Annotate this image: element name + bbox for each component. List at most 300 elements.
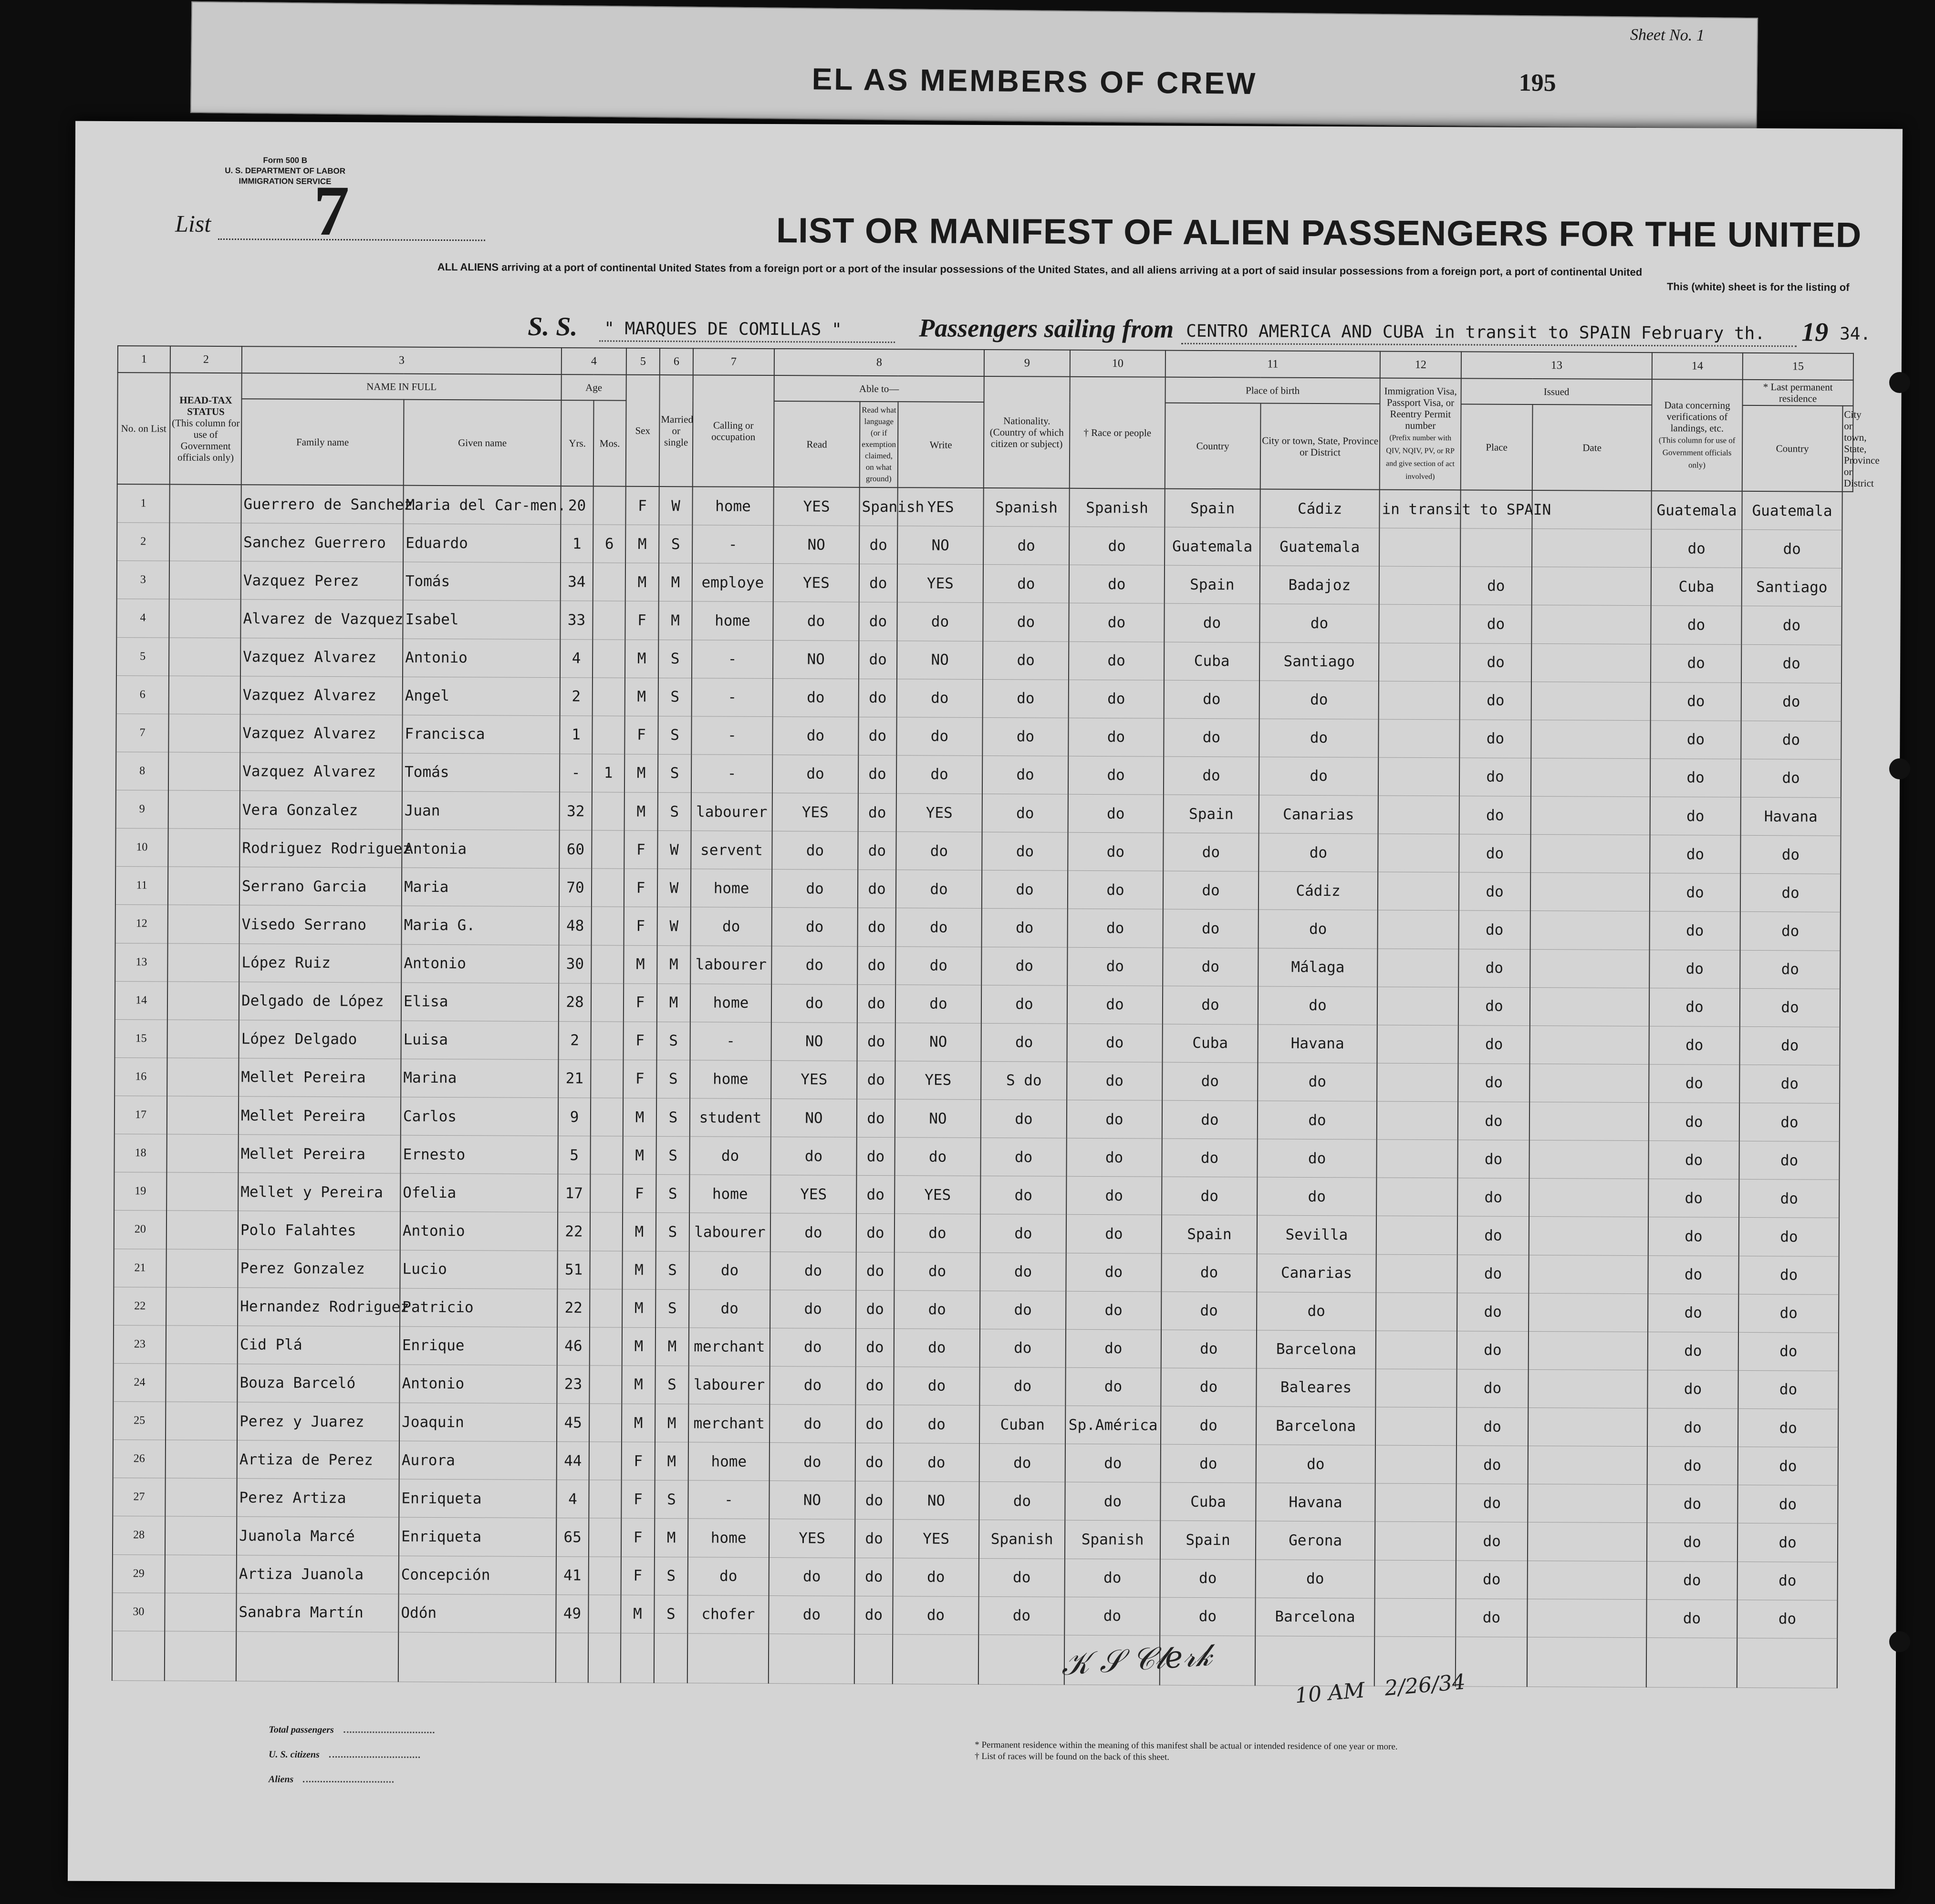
- verification-cell: [1529, 1255, 1648, 1293]
- form-line: Form 500 B: [263, 155, 308, 165]
- verification-cell: [1528, 1408, 1647, 1447]
- read-language: do: [856, 1328, 894, 1366]
- col-birth-country: Country: [1165, 403, 1261, 489]
- can-write: NO: [897, 641, 983, 679]
- can-read: do: [770, 1252, 856, 1290]
- residence-city: do: [1741, 644, 1841, 683]
- can-read: do: [770, 1328, 856, 1366]
- sex: M: [623, 1136, 656, 1174]
- inspection-stamp: 10 AM 2/26/34: [1294, 1669, 1467, 1708]
- can-write: do: [897, 602, 983, 641]
- head-tax-cell: [167, 943, 239, 982]
- race: do: [1065, 1559, 1160, 1597]
- total-passengers-label: Total passengers: [269, 1724, 334, 1736]
- birth-city: Sevilla: [1257, 1215, 1376, 1254]
- age-years: 70: [559, 869, 592, 907]
- issued-place: do: [1458, 949, 1530, 987]
- can-read: YES: [773, 487, 859, 526]
- given-name: Angel: [403, 677, 560, 716]
- verification-cell: [1530, 835, 1650, 873]
- family-name: Vera Gonzalez: [240, 791, 402, 830]
- given-name: Antonio: [403, 639, 560, 678]
- visa-number: [1375, 1521, 1456, 1560]
- residence-city: do: [1737, 1600, 1837, 1638]
- occupation: home: [690, 983, 771, 1022]
- issued-place: do: [1460, 643, 1531, 682]
- race: do: [1068, 871, 1163, 910]
- year: 34.: [1840, 324, 1871, 344]
- nationality: do: [983, 565, 1069, 603]
- age-years: 28: [559, 983, 591, 1021]
- verification-cell: [1532, 529, 1651, 568]
- marital-status: S: [656, 1175, 689, 1213]
- sex: M: [625, 563, 659, 601]
- age-months: [590, 1289, 622, 1327]
- blank-cell: [556, 1633, 588, 1682]
- family-name: Cid Plá: [238, 1325, 400, 1365]
- col-nationality: Nationality. (Country of which citizen or subject): [984, 376, 1070, 488]
- can-write: do: [894, 1367, 979, 1406]
- issued-place: do: [1459, 911, 1530, 949]
- nationality: do: [983, 679, 1069, 718]
- sex: M: [621, 1595, 654, 1633]
- visa-number: [1376, 1331, 1457, 1369]
- read-language: do: [858, 755, 896, 793]
- age-months: [592, 869, 624, 907]
- col-number: 4: [562, 348, 626, 375]
- residence-city: do: [1738, 1332, 1839, 1371]
- residence-city: do: [1737, 1562, 1838, 1600]
- age-years: 44: [557, 1442, 589, 1480]
- nationality: do: [981, 1100, 1067, 1138]
- residence-city: do: [1739, 1103, 1840, 1141]
- birth-country: do: [1164, 680, 1259, 719]
- residence-city: do: [1739, 1141, 1839, 1180]
- occupation: merchant: [689, 1328, 770, 1366]
- marital-status: M: [658, 601, 692, 640]
- age-months: 1: [592, 754, 624, 792]
- race: do: [1068, 909, 1163, 948]
- can-write: YES: [895, 1061, 981, 1100]
- blank-cell: [236, 1631, 398, 1682]
- family-name: Visedo Serrano: [239, 905, 402, 944]
- head-tax-cell: [165, 1593, 236, 1632]
- sex: M: [624, 754, 658, 792]
- occupation: labourer: [688, 1366, 770, 1405]
- residence-country: do: [1648, 1332, 1738, 1370]
- age-years: 22: [558, 1212, 590, 1251]
- visa-label: Immigration Visa, Passport Visa, or Reentry Permit number: [1384, 385, 1457, 432]
- nationality: do: [983, 641, 1069, 680]
- can-read: do: [773, 678, 859, 717]
- age-years: 2: [558, 1021, 591, 1059]
- col-number: 9: [984, 350, 1070, 377]
- verification-cell: [1531, 758, 1650, 797]
- visa-number: [1378, 719, 1459, 758]
- residence-city: do: [1740, 988, 1840, 1027]
- row-number: 14: [115, 981, 167, 1020]
- can-read: do: [769, 1557, 855, 1596]
- race: Spanish: [1065, 1521, 1160, 1559]
- marital-status: S: [658, 754, 691, 792]
- col-number: 13: [1461, 352, 1652, 379]
- race: Sp.América: [1065, 1406, 1161, 1444]
- read-language: do: [857, 1061, 895, 1099]
- row-number: 7: [116, 714, 168, 752]
- can-read: YES: [769, 1519, 855, 1558]
- visa-number: [1379, 605, 1460, 643]
- age-months: [593, 563, 625, 601]
- issued-place: do: [1456, 1598, 1527, 1637]
- visa-number: [1376, 1216, 1457, 1255]
- row-number: 28: [113, 1516, 165, 1555]
- col-number: 14: [1652, 352, 1743, 380]
- given-name: Enriqueta: [399, 1518, 556, 1557]
- marital-status: W: [657, 831, 691, 869]
- list-number: 7: [313, 171, 350, 251]
- birth-country: do: [1163, 948, 1258, 986]
- residence-city: Guatemala: [1742, 491, 1842, 530]
- residence-country: do: [1647, 1561, 1737, 1600]
- residence-country: do: [1649, 988, 1740, 1026]
- nationality: do: [982, 755, 1068, 794]
- residence-city: do: [1738, 1447, 1838, 1486]
- col-issued-place: Place: [1461, 404, 1533, 490]
- occupation: -: [692, 640, 773, 678]
- col-number: 3: [242, 346, 562, 374]
- age-months: 6: [593, 525, 625, 563]
- can-read: do: [770, 1213, 856, 1252]
- occupation: home: [691, 869, 772, 908]
- family-name: Sanabra Martín: [236, 1593, 398, 1632]
- can-read: YES: [770, 1175, 856, 1214]
- col-sex: Sex: [626, 375, 660, 486]
- blank-cell: [978, 1635, 1064, 1685]
- row-number: 12: [115, 905, 168, 943]
- col-no-on-list: No. on List: [117, 373, 170, 484]
- sex: M: [623, 1098, 656, 1136]
- family-name: Vazquez Alvarez: [240, 638, 403, 677]
- can-write: do: [896, 755, 982, 794]
- col-issued: Issued: [1461, 378, 1652, 405]
- race: do: [1067, 947, 1163, 986]
- issued-place: do: [1457, 1254, 1529, 1293]
- family-name: Mellet Pereira: [238, 1135, 400, 1174]
- visa-number: [1377, 1063, 1458, 1102]
- head-tax-cell: [167, 1058, 239, 1097]
- age-months: [589, 1366, 622, 1404]
- head-tax-cell: [166, 1402, 237, 1440]
- age-years: 30: [559, 945, 591, 983]
- age-months: [593, 601, 625, 639]
- occupation: home: [690, 1060, 771, 1099]
- residence-city: do: [1742, 530, 1842, 569]
- occupation: home: [689, 1175, 770, 1213]
- year-prefix: 19: [1801, 317, 1829, 347]
- row-number: 3: [117, 561, 169, 600]
- visa-number: [1376, 1293, 1457, 1331]
- nationality: do: [981, 947, 1067, 985]
- nationality: do: [980, 1291, 1066, 1329]
- residence-country: do: [1650, 835, 1740, 874]
- head-tax-note: (This column for use of Government officials only): [172, 417, 240, 464]
- birth-city: do: [1257, 1139, 1376, 1178]
- subtitle: ALL ALIENS arriving at a port of continental United States from a foreign port or a port of the insular possessions of the United States, and all aliens arriving at a port of said insular possessions from a foreign port, a port of continental United: [437, 260, 1643, 278]
- can-write: do: [895, 1138, 980, 1176]
- residence-country: do: [1649, 1064, 1739, 1103]
- occupation: labourer: [691, 793, 772, 831]
- family-name: López Ruiz: [239, 943, 401, 983]
- residence-country: do: [1649, 1103, 1739, 1141]
- col-issued-date: Date: [1532, 404, 1652, 491]
- col-family-name: Family name: [241, 399, 404, 485]
- visa-number: [1375, 1560, 1456, 1599]
- birth-city: do: [1258, 1101, 1377, 1139]
- birth-country: do: [1161, 1330, 1257, 1368]
- form-id: [170, 155, 399, 187]
- visa-number: [1378, 911, 1459, 949]
- age-years: 1: [561, 525, 593, 563]
- can-read: do: [769, 1595, 854, 1634]
- blank-cell: [769, 1634, 854, 1684]
- read-language: do: [859, 526, 897, 564]
- sex: F: [624, 907, 657, 945]
- issued-place: do: [1456, 1369, 1528, 1408]
- head-tax-cell: [169, 485, 241, 523]
- read-language: do: [858, 832, 896, 870]
- age-years: 46: [557, 1327, 590, 1365]
- nationality: do: [983, 603, 1069, 642]
- birth-country: do: [1162, 1177, 1257, 1215]
- row-number: 30: [112, 1593, 165, 1631]
- head-tax-cell: [165, 1478, 237, 1517]
- marital-status: M: [655, 1327, 689, 1366]
- race: do: [1069, 565, 1165, 604]
- col-race: † Race or people: [1070, 377, 1165, 489]
- head-tax-cell: [166, 1325, 238, 1364]
- col-calling: Calling or occupation: [693, 375, 774, 487]
- given-name: Patricio: [400, 1288, 557, 1327]
- marital-status: S: [654, 1595, 687, 1633]
- nationality: do: [981, 1023, 1067, 1062]
- nationality: Cuban: [979, 1406, 1065, 1444]
- nationality: do: [979, 1482, 1065, 1521]
- family-name: Artiza de Perez: [237, 1440, 399, 1480]
- nationality: do: [983, 527, 1069, 565]
- page-title: LIST OR MANIFEST OF ALIEN PASSENGERS FOR THE UNITED: [776, 210, 1862, 255]
- read-language: Spanish: [859, 487, 897, 526]
- col-res-city: City or town, State, Province or District: [1842, 406, 1853, 492]
- marital-status: S: [655, 1480, 688, 1519]
- given-name: Antonio: [401, 944, 559, 983]
- race: do: [1069, 603, 1164, 642]
- marital-status: S: [655, 1366, 688, 1404]
- marital-status: M: [655, 1442, 688, 1480]
- visa-number: [1378, 834, 1459, 872]
- birth-country: Cuba: [1160, 1482, 1256, 1521]
- residence-country: do: [1649, 950, 1740, 988]
- birth-city: Guatemala: [1260, 528, 1379, 566]
- birth-country: Spain: [1165, 565, 1260, 604]
- marital-status: S: [656, 1137, 689, 1175]
- visa-number: [1379, 643, 1460, 682]
- given-name: Tomás: [402, 753, 560, 792]
- head-tax-cell: [169, 561, 241, 600]
- race: do: [1066, 1215, 1162, 1253]
- nationality: do: [980, 1138, 1066, 1177]
- visa-number: [1377, 987, 1458, 1025]
- col-read-language: Read what language (or if exemption claimed, on what ground): [860, 402, 898, 487]
- sex: F: [624, 983, 657, 1022]
- verification-cell: [1529, 1025, 1649, 1064]
- issued-place: do: [1459, 720, 1531, 758]
- residence-city: do: [1738, 1408, 1838, 1447]
- issued-place: do: [1457, 1293, 1529, 1331]
- birth-city: Málaga: [1258, 948, 1377, 987]
- read-language: do: [856, 1290, 894, 1328]
- age-months: [591, 1060, 623, 1098]
- verification-cell: [1530, 987, 1649, 1026]
- given-name: Maria del Car-men.: [403, 486, 561, 525]
- read-language: do: [857, 946, 895, 984]
- can-write: do: [894, 1328, 980, 1367]
- col-res-country: Country: [1742, 405, 1843, 492]
- ship-line: [599, 340, 895, 343]
- col-number: 12: [1380, 352, 1461, 379]
- col-number: 1: [118, 346, 170, 373]
- residence-city: do: [1739, 1218, 1839, 1256]
- sex: F: [621, 1557, 655, 1595]
- read-language: do: [856, 1176, 895, 1214]
- row-number: 20: [114, 1211, 166, 1249]
- sex: M: [622, 1289, 655, 1327]
- verification-cell: [1530, 911, 1650, 950]
- residence-city: do: [1738, 1294, 1839, 1333]
- birth-city: do: [1256, 1445, 1375, 1483]
- given-name: Eduardo: [403, 524, 561, 563]
- residence-country: do: [1651, 529, 1742, 568]
- visa-number: [1377, 1025, 1458, 1064]
- verification-cell: [1530, 949, 1649, 988]
- marital-status: M: [655, 1519, 688, 1557]
- given-name: Maria: [402, 868, 559, 907]
- binder-hole: [1889, 372, 1910, 393]
- verification-cell: [1529, 1293, 1648, 1332]
- given-name: Enrique: [400, 1326, 557, 1366]
- list-line: [218, 238, 485, 241]
- occupation: home: [692, 601, 773, 640]
- residence-country: do: [1650, 797, 1741, 836]
- residence-country: do: [1648, 1141, 1739, 1180]
- col-place-of-birth: Place of birth: [1165, 377, 1380, 404]
- head-tax-cell: [166, 1172, 238, 1211]
- race: do: [1068, 832, 1163, 871]
- age-months: [591, 945, 624, 983]
- visa-number: [1375, 1445, 1456, 1484]
- can-read: do: [770, 1137, 856, 1176]
- verification-cell: [1528, 1369, 1647, 1408]
- family-name: Polo Falahtes: [238, 1211, 400, 1250]
- given-name: Isabel: [403, 600, 560, 640]
- read-language: do: [855, 1366, 894, 1405]
- read-language: do: [858, 870, 896, 908]
- given-name: Juan: [402, 791, 560, 830]
- read-language: do: [856, 1252, 894, 1290]
- family-name: Hernandez Rodriguez: [238, 1287, 400, 1326]
- marital-status: S: [659, 525, 692, 563]
- marital-status: S: [658, 716, 691, 754]
- head-tax-cell: [168, 790, 240, 829]
- family-name: Rodriguez Rodriguez: [239, 829, 402, 868]
- given-name: Luisa: [401, 1021, 558, 1060]
- age-months: [590, 1136, 623, 1174]
- marital-status: S: [658, 640, 692, 678]
- verification-cell: [1528, 1446, 1647, 1485]
- birth-country: do: [1164, 718, 1259, 757]
- visa-number: [1379, 566, 1460, 605]
- family-name: Delgado de López: [239, 982, 401, 1021]
- col-visa: [1380, 378, 1461, 490]
- can-write: do: [895, 1214, 980, 1252]
- blank-cell: [165, 1631, 236, 1681]
- birth-country: do: [1161, 1253, 1257, 1292]
- birth-city: do: [1258, 1063, 1377, 1101]
- row-number: 19: [114, 1172, 166, 1211]
- race: do: [1069, 527, 1165, 565]
- manifest-table: [112, 345, 1880, 1688]
- blank-cell: [654, 1633, 687, 1683]
- residence-city: do: [1737, 1523, 1838, 1562]
- residence-country: do: [1647, 1408, 1738, 1447]
- can-read: do: [770, 1290, 856, 1328]
- nationality: Spanish: [983, 488, 1069, 527]
- age-years: 45: [557, 1404, 589, 1442]
- residence-city: do: [1739, 1065, 1840, 1103]
- head-tax-cell: [166, 1364, 237, 1402]
- read-language: do: [855, 1481, 893, 1520]
- can-read: do: [770, 1366, 855, 1405]
- birth-country: do: [1162, 1100, 1258, 1139]
- age-years: 51: [557, 1251, 590, 1289]
- can-write: do: [895, 984, 981, 1023]
- verification-cell: [1528, 1522, 1647, 1561]
- head-tax-cell: [167, 982, 239, 1020]
- col-head-tax: [170, 373, 242, 485]
- head-tax-cell: [169, 599, 240, 638]
- marital-status: S: [655, 1557, 688, 1595]
- issued-place: do: [1459, 758, 1531, 797]
- occupation: do: [691, 907, 772, 946]
- visa-number: [1376, 1178, 1457, 1216]
- col-able-to: Able to—: [774, 375, 984, 402]
- row-number: 23: [114, 1325, 166, 1364]
- birth-country: do: [1163, 871, 1259, 910]
- verification-cell: [1529, 1102, 1649, 1141]
- nationality: do: [982, 870, 1068, 909]
- residence-country: do: [1647, 1370, 1738, 1408]
- marital-status: M: [657, 945, 690, 983]
- can-read: do: [772, 831, 858, 870]
- col-age: Age: [562, 374, 626, 401]
- family-name: López Delgado: [239, 1020, 401, 1059]
- birth-city: Santiago: [1259, 642, 1379, 681]
- age-months: [593, 678, 625, 716]
- issued-place: do: [1456, 1560, 1528, 1599]
- race: Spanish: [1069, 488, 1165, 528]
- col-write: Write: [898, 402, 984, 488]
- can-write: do: [894, 1443, 979, 1482]
- birth-city: Cádiz: [1260, 489, 1379, 528]
